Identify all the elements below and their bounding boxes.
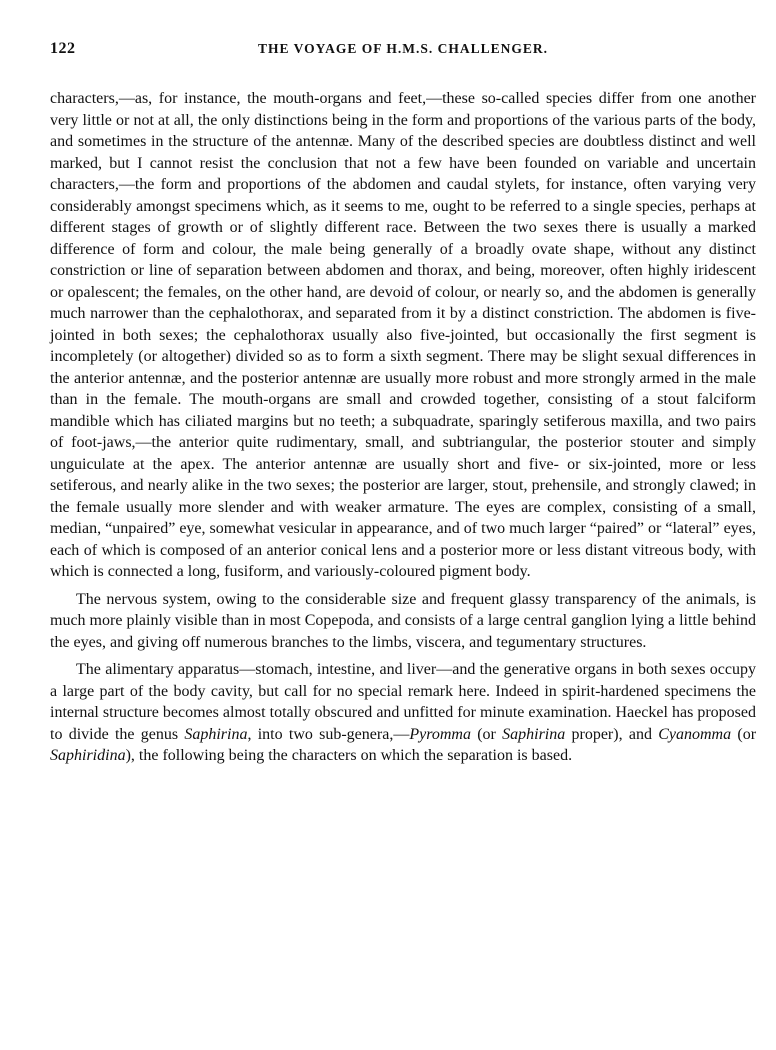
paragraph-2: The nervous system, owing to the considerable size and frequent glassy transparency of the animals, is much more plainly visible than in most Copepoda, and consists of a large central ganglion lying a little behind the eyes, and giving off numerous branches to the limbs, viscera, and tegumentary structures. xyxy=(50,590,756,651)
paragraph-3-text-e: (or xyxy=(731,725,757,743)
paragraph-3-text-b: , into two sub-genera,— xyxy=(247,725,410,743)
paragraph-3 xyxy=(50,659,756,767)
subgenus-cyanomma: Cyanomma xyxy=(658,725,732,743)
subgenus-saphiridina: Saphiridina xyxy=(50,747,126,764)
paragraph-1: characters,—as, for instance, the mouth-organs and feet,—these so-called species differ from one another very little or not at all, the only distinctions being in the form and proportions of the various parts of the body, and sometimes in the structure of the antennæ. Many of the described species are doubtless distinct and well marked, but I cannot resist the conclusion that not a few have been founded on variable and uncertain characters,—the form and proportions of the abdomen and caudal stylets, for instance, often varying very considerably amongst specimens which, as it seems to me, ought to be referred to a single species, perhaps at different stages of growth or of slightly different race. Between the two sexes there is usually a marked difference of form and colour, the male being generally of a broadly ovate shape, without any distinct constriction or line of separation between abdomen and thorax, and being, moreover, often highly iridescent or opalescent; the females, on the other hand, are devoid of colour, or nearly so, and the abdomen is generally much narrower than the cephalothorax, and separated from it by a distinct constriction. The abdomen is five-jointed in both sexes; the cephalothorax usually also five-jointed, but occasionally the first segment is incompletely (or altogether) divided so as to form a sixth segment. There may be slight sexual differences in the anterior antennæ, and the posterior antennæ are usually more robust and more strongly armed in the male than in the female. The mouth-organs are small and crowded together, consisting of a stout falciform mandible which has ciliated margins but no teeth; a subquadrate, sparingly setiferous maxilla, and two pairs of foot-jaws,—the anterior quite rudimentary, small, and subtriangular, the posterior stouter and simply unguiculate at the apex. The anterior antennæ are usually short and five- or six-jointed, more or less setiferous, and nearly alike in the two sexes; the posterior are larger, stout, prehensile, and strongly clawed; in the female usually more slender and with weaker armature. The eyes are complex, consisting of a small, median, “unpaired” eye, somewhat vesicular in appearance, and of two much larger “paired” or “lateral” eyes, each of which is composed of an anterior conical lens and a posterior more or less distant vitreous body, with which is connected a long, fusiform, and variously-coloured pigment body. xyxy=(50,90,756,580)
page-header xyxy=(50,40,756,66)
running-title: THE VOYAGE OF H.M.S. CHALLENGER. xyxy=(257,41,549,56)
paragraph-3-text-d: proper), and xyxy=(565,725,659,743)
paragraph-3-text-a: The alimentary apparatus—stomach, intestine, and liver—and the generative organs in both sexes occupy a large part of the body cavity, but call for no special remark here. Indeed in spirit-hardened specimens the internal structure becomes almost totally obscured and unfitted for minute examination. Haeckel has proposed to divide the genus xyxy=(50,661,756,743)
genus-saphirina: Saphirina xyxy=(184,725,248,743)
book-page xyxy=(50,40,756,767)
paragraph-3-text-c: (or xyxy=(470,725,503,743)
body-text xyxy=(50,88,756,767)
subgenus-saphirina: Saphirina xyxy=(502,725,566,743)
paragraph-3-text-f: ), the following being the characters on which the separation is based. xyxy=(125,747,573,764)
page-number: 122 xyxy=(50,40,76,57)
subgenus-pyromma: Pyromma xyxy=(409,725,471,743)
